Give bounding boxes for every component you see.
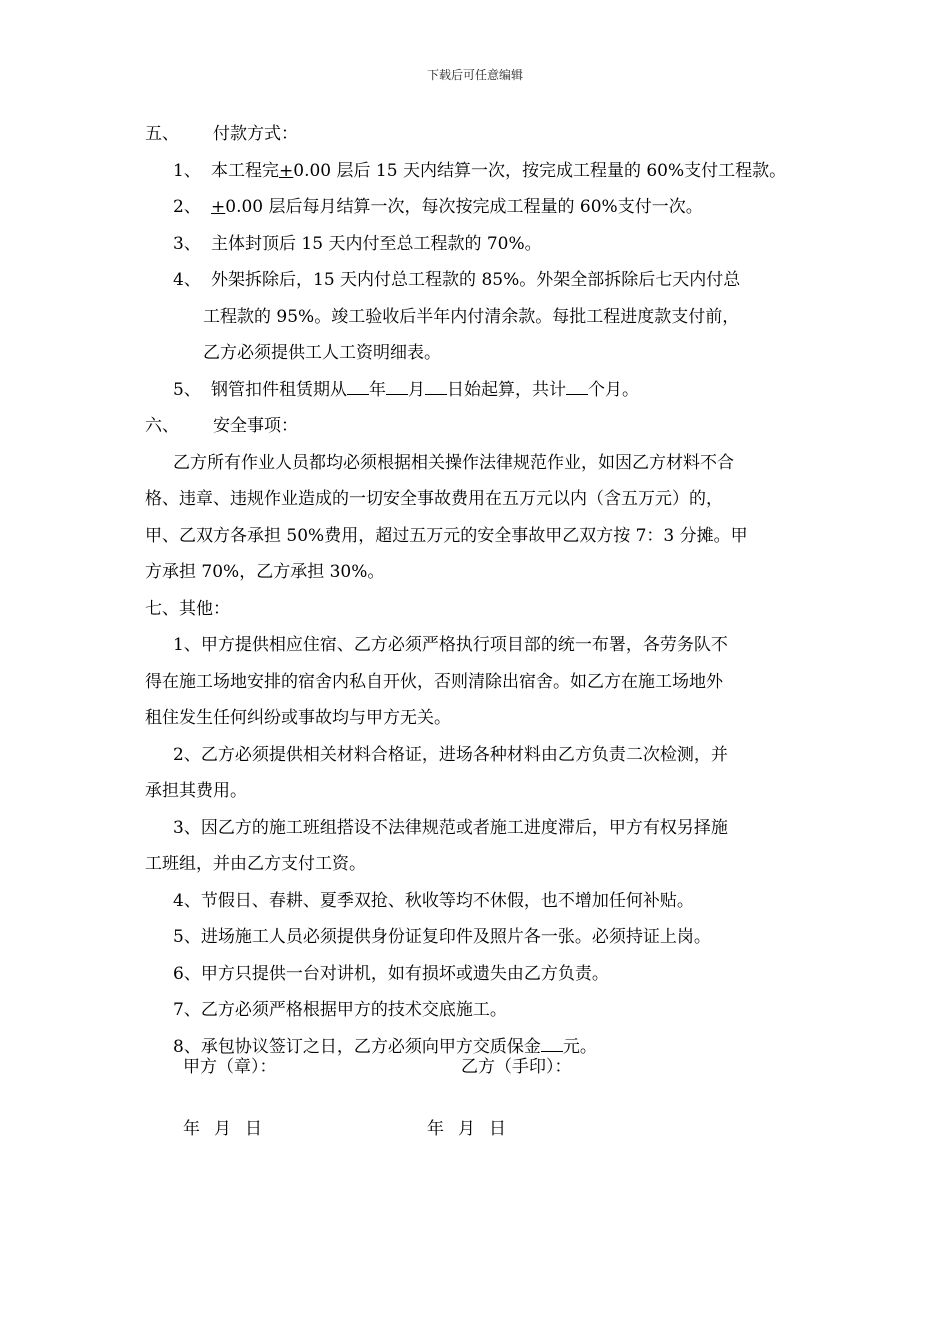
section-number: 五、 <box>145 124 179 144</box>
party-b-seal-label: 乙方（手印）： <box>461 1057 572 1077</box>
section-6-heading <box>145 408 817 445</box>
section-7-heading: 七、其他： <box>145 598 230 619</box>
payment-item-5: 5、 钢管扣件租赁期从 年 月 日始起算，共计 个月。 <box>173 379 639 400</box>
other-item-3: 3、因乙方的施工班组搭设不法律规范或者施工进度滞后，甲方有权另择施 <box>173 817 728 838</box>
payment-item-2: 2、 +0.00 层后每月结算一次，每次按完成工程量的 60%支付一次。 <box>173 197 703 217</box>
other-item-6: 6、甲方只提供一台对讲机，如有损坏或遗失由乙方负责。 <box>173 963 609 984</box>
other-item-8: 8、承包协议签订之日，乙方必须向甲方交质保金 元。 <box>173 1036 597 1057</box>
safety-paragraph-cont: 方承担 70%，乙方承担 30%。 <box>145 562 385 582</box>
party-a-seal-label: 甲方（章）： <box>183 1057 277 1077</box>
party-b-date: 年 月 日 <box>427 1119 506 1139</box>
blank-field <box>347 394 369 395</box>
page-header: 下载后可任意编辑 <box>426 68 523 82</box>
blank-field <box>386 394 408 395</box>
safety-paragraph: 乙方所有作业人员都均必须根据相关操作法律规范作业，如因乙方材料不合 <box>173 452 734 473</box>
other-item-2-cont: 承担其费用。 <box>145 781 247 801</box>
date-row <box>0 1114 950 1144</box>
section-title: 付款方式： <box>213 124 298 144</box>
blank-field <box>425 394 447 395</box>
other-item-1-cont: 租住发生任何纠纷或事故均与甲方无关。 <box>145 708 451 728</box>
payment-item-4-cont: 工程款的 95%。竣工验收后半年内付清余款。每批工程进度款支付前， <box>203 306 740 327</box>
blank-field <box>566 394 588 395</box>
other-item-4: 4、节假日、春耕、夏季双抢、秋收等均不休假，也不增加任何补贴。 <box>173 890 694 911</box>
payment-item-4: 4、 外架拆除后，15 天内付总工程款的 85%。外架全部拆除后七天内付总 <box>173 270 741 290</box>
other-item-3-cont: 工班组，并由乙方支付工资。 <box>145 854 366 874</box>
section-title: 安全事项： <box>213 416 298 436</box>
safety-paragraph-cont: 甲、乙双方各承担 50%费用，超过五万元的安全事故甲乙双方按 7：3 分摊。甲 <box>145 525 748 546</box>
other-item-7: 7、乙方必须严格根据甲方的技术交底施工。 <box>173 1000 507 1020</box>
signature-row <box>0 1052 950 1082</box>
payment-item-1: 1、 本工程完+0.00 层后 15 天内结算一次，按完成工程量的 60%支付工程款。 <box>173 160 787 181</box>
other-item-1: 1、甲方提供相应住宿、乙方必须严格执行项目部的统一布署，各劳务队不 <box>173 635 728 655</box>
section-number: 六、 <box>145 416 179 436</box>
contract-body <box>145 116 817 1065</box>
safety-paragraph-cont: 格、违章、违规作业造成的一切安全事故费用在五万元以内（含五万元）的， <box>145 489 723 509</box>
section-5-heading <box>145 116 817 153</box>
other-item-5: 5、进场施工人员必须提供身份证复印件及照片各一张。必须持证上岗。 <box>173 927 711 947</box>
payment-item-3: 3、 主体封顶后 15 天内付至总工程款的 70%。 <box>173 233 542 254</box>
payment-item-4-cont: 乙方必须提供工人工资明细表。 <box>203 343 441 363</box>
party-a-date: 年 月 日 <box>183 1119 262 1139</box>
other-item-1-cont: 得在施工场地安排的宿舍内私自开伙，否则清除出宿舍。如乙方在施工场地外 <box>145 671 723 692</box>
other-item-2: 2、乙方必须提供相关材料合格证，进场各种材料由乙方负责二次检测，并 <box>173 744 728 765</box>
